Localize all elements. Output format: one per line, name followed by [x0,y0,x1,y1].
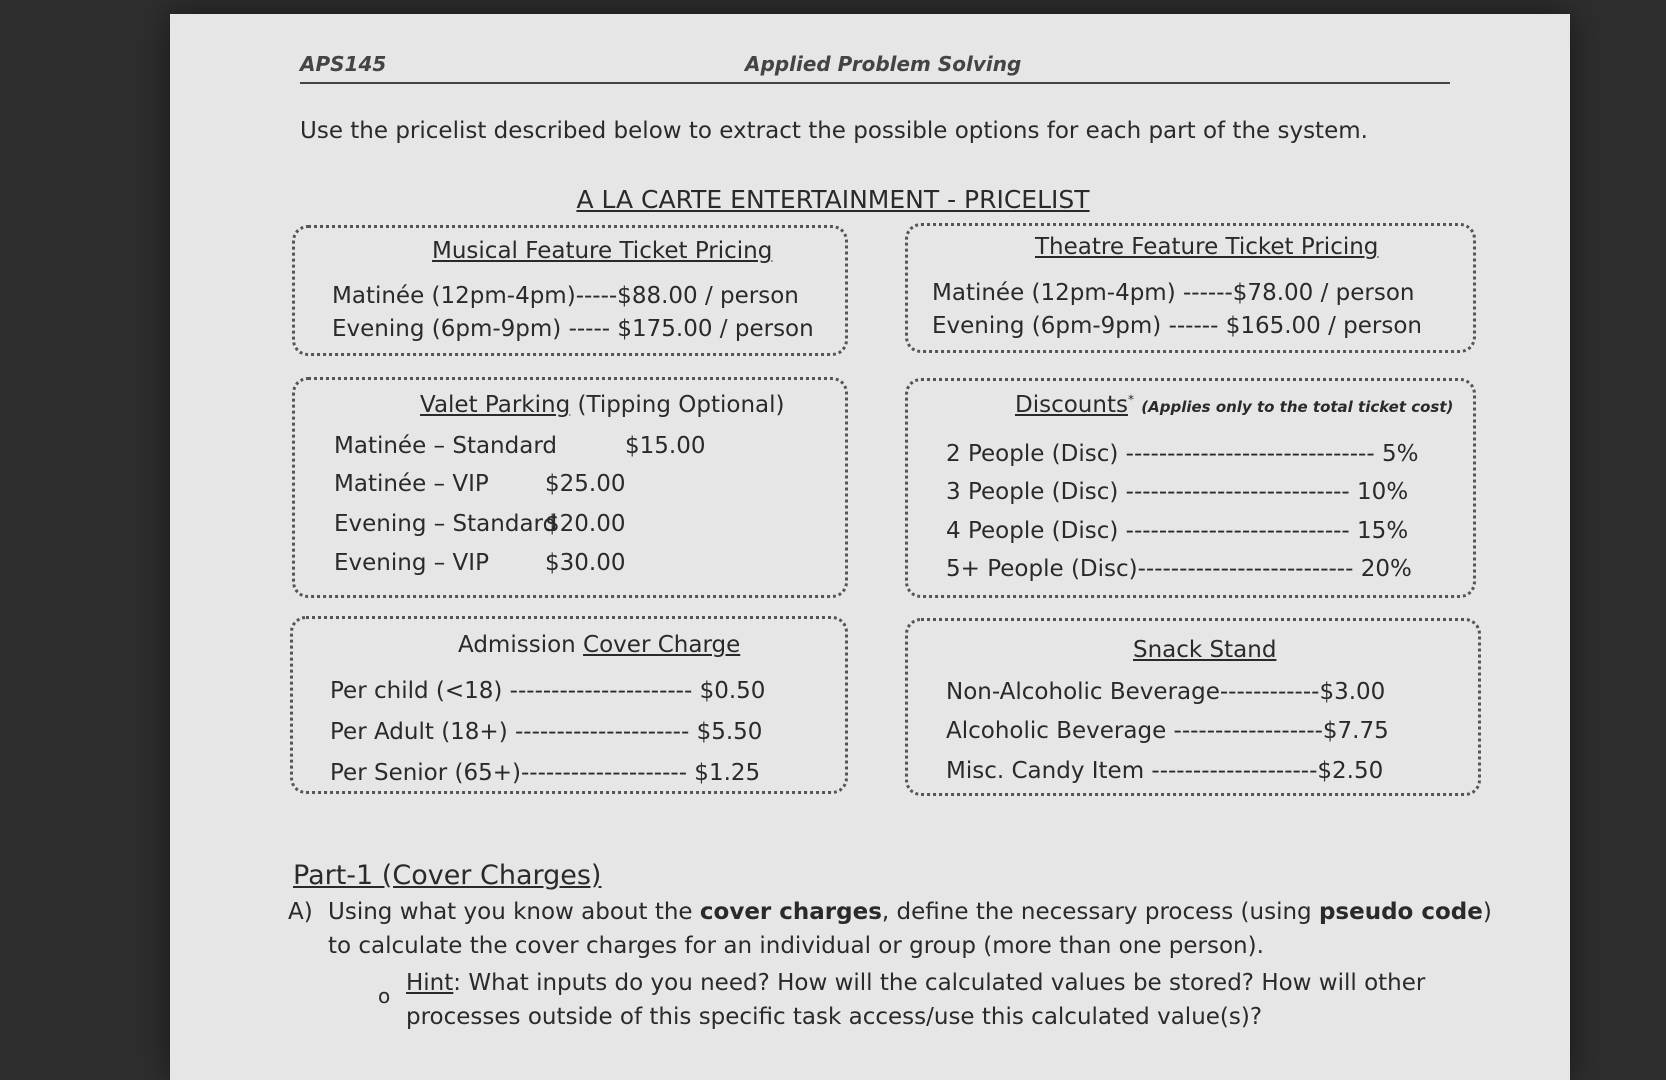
musical-row: Evening (6pm-9pm) ----- $175.00 / person [332,316,814,342]
theatre-title [1035,234,1378,260]
hint-text [406,966,1425,1034]
question-a-label: A) [288,899,313,925]
valet-title [420,392,785,418]
snack-title [1133,637,1276,663]
theatre-row: Evening (6pm-9pm) ------ $165.00 / person [932,313,1423,339]
theatre-row: Matinée (12pm-4pm) ------$78.00 / person [932,280,1415,306]
pricelist-title: A LA CARTE ENTERTAINMENT - PRICELIST [576,185,1090,214]
valet-label: Matinée – VIP [334,471,489,497]
course-code: APS145 [300,52,387,76]
discount-row: 3 People (Disc) --------------------------- 10% [946,479,1409,505]
valet-price: $20.00 [545,511,626,537]
valet-title-underlined: Valet Parking [420,392,571,418]
musical-title-text: Musical Feature Ticket Pricing [432,238,773,264]
discount-row: 5+ People (Disc)-------------------------- 20% [946,556,1412,582]
hint-line-2: processes outside of this specific task access/use this calculated value(s)? [406,1004,1263,1030]
discount-row: 2 People (Disc) ------------------------------ 5% [946,441,1419,467]
hint-line-1: : What inputs do you need? How will the calculated values be stored? How will other [453,970,1426,996]
valet-price: $25.00 [545,471,626,497]
question-a-bold-1: cover charges [699,899,882,925]
musical-title [432,238,772,264]
question-a-text-2: , define the necessary process (using [881,899,1319,925]
valet-title-rest: (Tipping Optional) [570,392,785,418]
admission-title-plain: Admission [458,632,584,658]
musical-row: Matinée (12pm-4pm)-----$88.00 / person [332,283,799,309]
valet-label: Matinée – Standard [334,433,557,459]
question-a-text [328,895,1492,963]
question-a-text-3: ) [1482,899,1492,925]
snack-row: Misc. Candy Item --------------------$2.50 [946,758,1384,784]
admission-row: Per Adult (18+) --------------------- $5.50 [330,719,763,745]
admission-title [458,632,740,658]
discounts-title-text: Discounts [1015,392,1128,418]
intro-text: Use the pricelist described below to extract the possible options for each part of the system. [300,118,1368,144]
valet-price: $15.00 [625,433,706,459]
question-a-text-1: Using what you know about the [328,899,700,925]
course-title: Applied Problem Solving [745,52,1022,76]
part1-title: Part-1 (Cover Charges) [293,860,602,891]
question-a-line-2: to calculate the cover charges for an individual or group (more than one person). [328,933,1264,959]
bullet-marker: o [378,984,391,1008]
admission-row: Per child (<18) ---------------------- $0.50 [330,678,766,704]
admission-row: Per Senior (65+)-------------------- $1.25 [330,760,761,786]
valet-label: Evening – Standard [334,511,558,537]
valet-label: Evening – VIP [334,550,489,576]
snack-row: Non-Alcoholic Beverage------------$3.00 [946,679,1386,705]
discount-row: 4 People (Disc) --------------------------- 15% [946,518,1409,544]
page-header [300,52,1450,84]
snack-title-text: Snack Stand [1133,637,1277,663]
question-a-bold-2: pseudo code [1318,899,1483,925]
hint-label: Hint [406,970,454,996]
discounts-title [1015,392,1453,418]
discounts-asterisk: * [1127,392,1134,407]
theatre-title-text: Theatre Feature Ticket Pricing [1035,234,1379,260]
valet-price: $30.00 [545,550,626,576]
snack-row: Alcoholic Beverage ------------------$7.75 [946,718,1389,744]
discounts-note: (Applies only to the total ticket cost) [1141,398,1454,416]
admission-title-underlined: Cover Charge [583,632,741,658]
